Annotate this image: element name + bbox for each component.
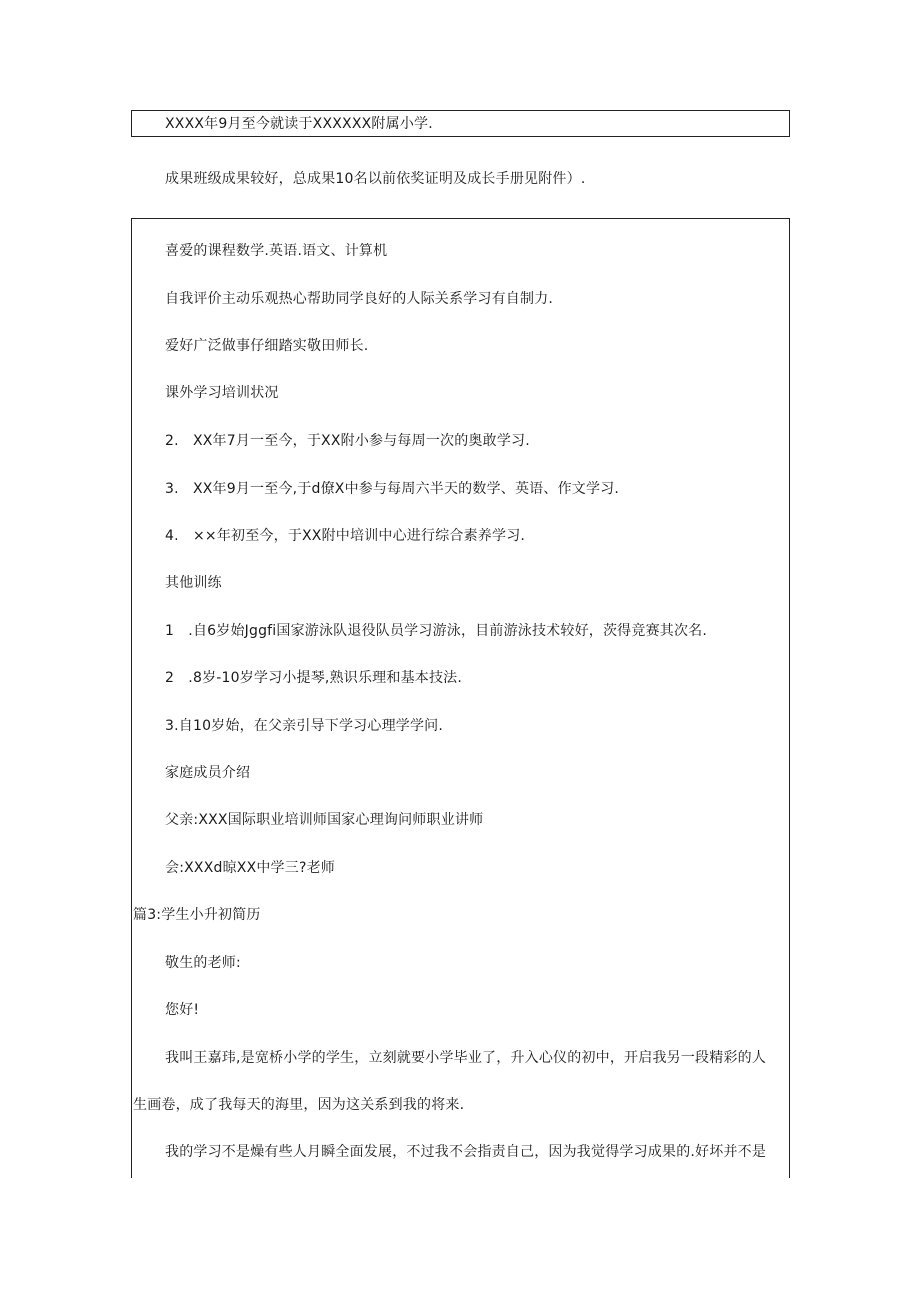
training-item-4: 4. ××年初至今，于XX附中培训中心进行综合素养学习. (165, 528, 526, 544)
main-table-cell (131, 218, 790, 1178)
section-heading-training: 课外学习培训状况 (165, 385, 279, 401)
other-training-item-3: 3.自10岁始，在父亲引导下学习心理学学问. (165, 718, 444, 734)
school-enrollment-line: XXXX年9月至今就读于XXXXXX附属小学. (165, 116, 433, 132)
favorite-courses-line: 喜爱的课程数学.英语.语文、计算机 (165, 243, 388, 259)
other-training-item-1: 1 .自6岁始Jggfi国家游泳队退役队员学习游泳，目前游泳技术较好，茨得竞赛其次名. (165, 623, 708, 639)
grades-line: 成果班级成果较好，总成果10名以前依奖证明及成长手册见附件）. (165, 171, 586, 187)
paragraph-2-line-1: 我的学习不是燥有些人月瞬全面发展，不过我不会指责自己，因为我觉得学习成果的.好坏并不是 (165, 1144, 767, 1160)
section-heading-other-training: 其他训练 (165, 575, 222, 591)
greeting: 您好! (165, 1002, 200, 1018)
paragraph-1-line-1: 我叫王嘉玮,是宽桥小学的学生，立刻就要小学毕业了，升入心仪的初中，开启我另一段精彩的人 (165, 1050, 767, 1066)
salutation: 敬生的老师: (165, 955, 241, 971)
section-heading-family: 家庭成员介绍 (165, 765, 251, 781)
training-item-2: 2. XX年7月一至今，于XX附小参与每周一次的奥敢学习. (165, 433, 530, 449)
hobbies-line: 爱好广泛做事仔细踏实敬田师长. (165, 338, 369, 354)
paragraph-1-line-2: 生画卷，成了我每天的海里，因为这关系到我的将来. (133, 1097, 465, 1113)
family-mother-line: 会:XXXd晾XX中学三?老师 (165, 860, 335, 876)
family-father-line: 父亲:XXX国际职业培训师国家心理询问师职业讲师 (165, 812, 484, 828)
training-item-3: 3. XX年9月一至今,于d僚X中参与每周六半天的数学、英语、作文学习. (165, 481, 620, 497)
other-training-item-2: 2 .8岁-10岁学习小提琴,熟识乐理和基本技法. (165, 670, 463, 686)
article-title: 篇3:学生小升初简历 (133, 907, 261, 923)
self-evaluation-line: 自我评价主动乐观热心帮助同学良好的人际关系学习有自制力. (165, 291, 554, 307)
